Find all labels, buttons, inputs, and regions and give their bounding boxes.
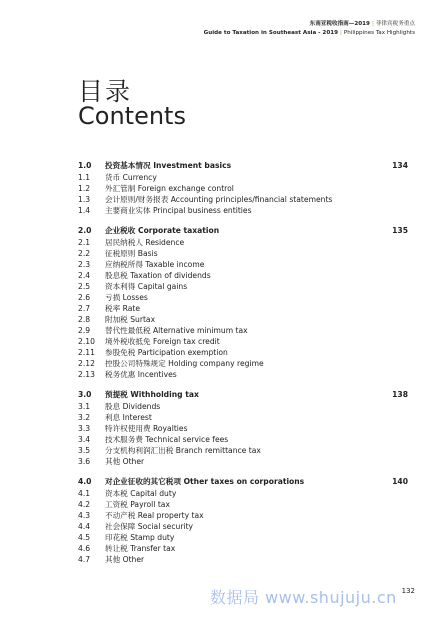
toc-entry[interactable] [78,532,408,543]
entry-number: 3.3 [78,424,91,433]
entry-title: 外汇管制 Foreign exchange control [105,184,234,193]
page-number: 132 [401,587,415,595]
section-page-number: 138 [392,390,408,399]
page-title-en: Contents [78,102,186,130]
toc-entry[interactable] [78,401,408,412]
entry-title: 资本利得 Capital gains [105,282,188,291]
entry-number: 1.1 [78,173,91,182]
section-number: 3.0 [78,390,92,399]
toc-entry[interactable] [78,205,408,216]
entry-title: 控股公司特殊规定 Holding company regime [105,359,264,368]
entry-number: 2.3 [78,260,91,269]
running-header [204,20,415,38]
entry-number: 4.3 [78,511,91,520]
header-separator: | [340,30,342,36]
entry-title: 转让税 Transfer tax [105,544,176,553]
section-title: 企业税收 Corporate taxation [105,226,220,235]
entry-title: 会计原则/财务报表 Accounting principles/financial statements [105,195,333,204]
entry-title: 亏损 Losses [105,293,148,302]
toc-entry[interactable] [78,194,408,205]
entry-title: 居民纳税人 Residence [105,238,185,247]
entry-number: 4.4 [78,522,91,531]
toc-section-heading[interactable] [78,476,408,487]
entry-title: 参股免税 Participation exemption [105,348,228,357]
entry-title: 税务优惠 Incentives [105,370,177,379]
toc-section-heading[interactable] [78,389,408,400]
entry-title: 主要商业实体 Principal business entities [105,206,252,215]
entry-number: 2.6 [78,293,91,302]
watermark: 数据局 www.shujuju.cn [210,588,397,607]
entry-number: 4.6 [78,544,91,553]
entry-number: 4.7 [78,555,91,564]
entry-title: 其他 Other [105,457,145,466]
entry-number: 4.1 [78,489,91,498]
toc-entry[interactable] [78,259,408,270]
entry-number: 2.13 [78,370,95,379]
entry-title: 资本税 Capital duty [105,489,177,498]
section-title: 投资基本情况 Investment basics [105,161,232,170]
running-header-line-2 [204,29,415,38]
entry-number: 1.2 [78,184,91,193]
entry-title: 技术服务费 Technical service fees [105,435,229,444]
entry-title: 货币 Currency [105,173,157,182]
header-separator: | [371,21,374,27]
toc-section-heading[interactable] [78,160,408,171]
section-number: 4.0 [78,477,92,486]
header-subtitle-zh: 菲律宾税务重点 [375,21,415,27]
entry-title: 分支机构利润汇出税 Branch remittance tax [105,446,261,455]
entry-title: 替代性最低税 Alternative minimum tax [105,326,248,335]
entry-number: 2.2 [78,249,91,258]
toc-entry[interactable] [78,292,408,303]
table-of-contents [78,160,408,574]
section-title: 预提税 Withholding tax [105,390,199,399]
entry-number: 2.11 [78,348,95,357]
toc-entry[interactable] [78,510,408,521]
entry-title: 特许权使用费 Royalties [105,424,188,433]
section-title: 对企业征收的其它税项 Other taxes on corporations [105,477,305,486]
toc-entry[interactable] [78,445,408,456]
header-subtitle-en: Philippines Tax Highlights [343,30,415,36]
toc-section [78,160,408,216]
toc-entry[interactable] [78,183,408,194]
entry-title: 税率 Rate [105,304,141,313]
entry-title: 社会保障 Social security [105,522,194,531]
entry-number: 2.12 [78,359,95,368]
entry-title: 工资税 Payroll tax [105,500,170,509]
toc-entry[interactable] [78,543,408,554]
section-number: 1.0 [78,161,92,170]
entry-number: 2.4 [78,271,91,280]
entry-number: 3.4 [78,435,91,444]
toc-entry[interactable] [78,237,408,248]
entry-title: 附加税 Surtax [105,315,156,324]
toc-section [78,389,408,467]
entry-number: 2.1 [78,238,91,247]
entry-title: 利息 Interest [105,413,152,422]
entry-title: 印花税 Stamp duty [105,533,175,542]
header-title-en: Guide to Taxation in Southeast Asia - 2019 [203,30,339,36]
toc-entry[interactable] [78,358,408,369]
entry-number: 2.7 [78,304,91,313]
running-header-line-1 [204,20,415,29]
toc-section-heading[interactable] [78,225,408,236]
toc-entry[interactable] [78,423,408,434]
entry-title: 其他 Other [105,555,145,564]
toc-entry[interactable] [78,456,408,467]
entry-title: 征税原则 Basis [105,249,158,258]
toc-entry[interactable] [78,369,408,380]
toc-section [78,225,408,380]
entry-number: 3.1 [78,402,91,411]
toc-entry[interactable] [78,314,408,325]
section-number: 2.0 [78,226,92,235]
entry-number: 3.5 [78,446,91,455]
entry-number: 2.9 [78,326,91,335]
section-page-number: 134 [392,161,408,170]
toc-entry[interactable] [78,488,408,499]
toc-entry[interactable] [78,521,408,532]
entry-number: 1.3 [78,195,91,204]
entry-number: 2.8 [78,315,91,324]
entry-title: 股息 Dividends [105,402,161,411]
toc-entry[interactable] [78,281,408,292]
entry-number: 4.2 [78,500,91,509]
toc-entry[interactable] [78,303,408,314]
entry-title: 不动产税 Real property tax [105,511,204,520]
toc-entry[interactable] [78,412,408,423]
entry-title: 股息税 Taxation of dividends [105,271,211,280]
entry-number: 4.5 [78,533,91,542]
toc-entry[interactable] [78,347,408,358]
toc-entry[interactable] [78,434,408,445]
header-title-zh: 东南亚税收指南—2019 [309,21,370,27]
toc-entry[interactable] [78,336,408,347]
section-page-number: 140 [392,477,408,486]
toc-entry[interactable] [78,172,408,183]
entry-number: 3.2 [78,413,91,422]
page-title-zh: 目录 [78,77,133,106]
toc-entry[interactable] [78,554,408,565]
section-page-number: 135 [392,226,408,235]
entry-title: 应纳税所得 Taxable income [105,260,205,269]
entry-number: 1.4 [78,206,91,215]
toc-entry[interactable] [78,270,408,281]
toc-entry[interactable] [78,248,408,259]
toc-entry[interactable] [78,325,408,336]
entry-number: 2.5 [78,282,91,291]
toc-entry[interactable] [78,499,408,510]
entry-number: 3.6 [78,457,91,466]
toc-section [78,476,408,565]
entry-title: 境外税收抵免 Foreign tax credit [105,337,220,346]
entry-number: 2.10 [78,337,95,346]
